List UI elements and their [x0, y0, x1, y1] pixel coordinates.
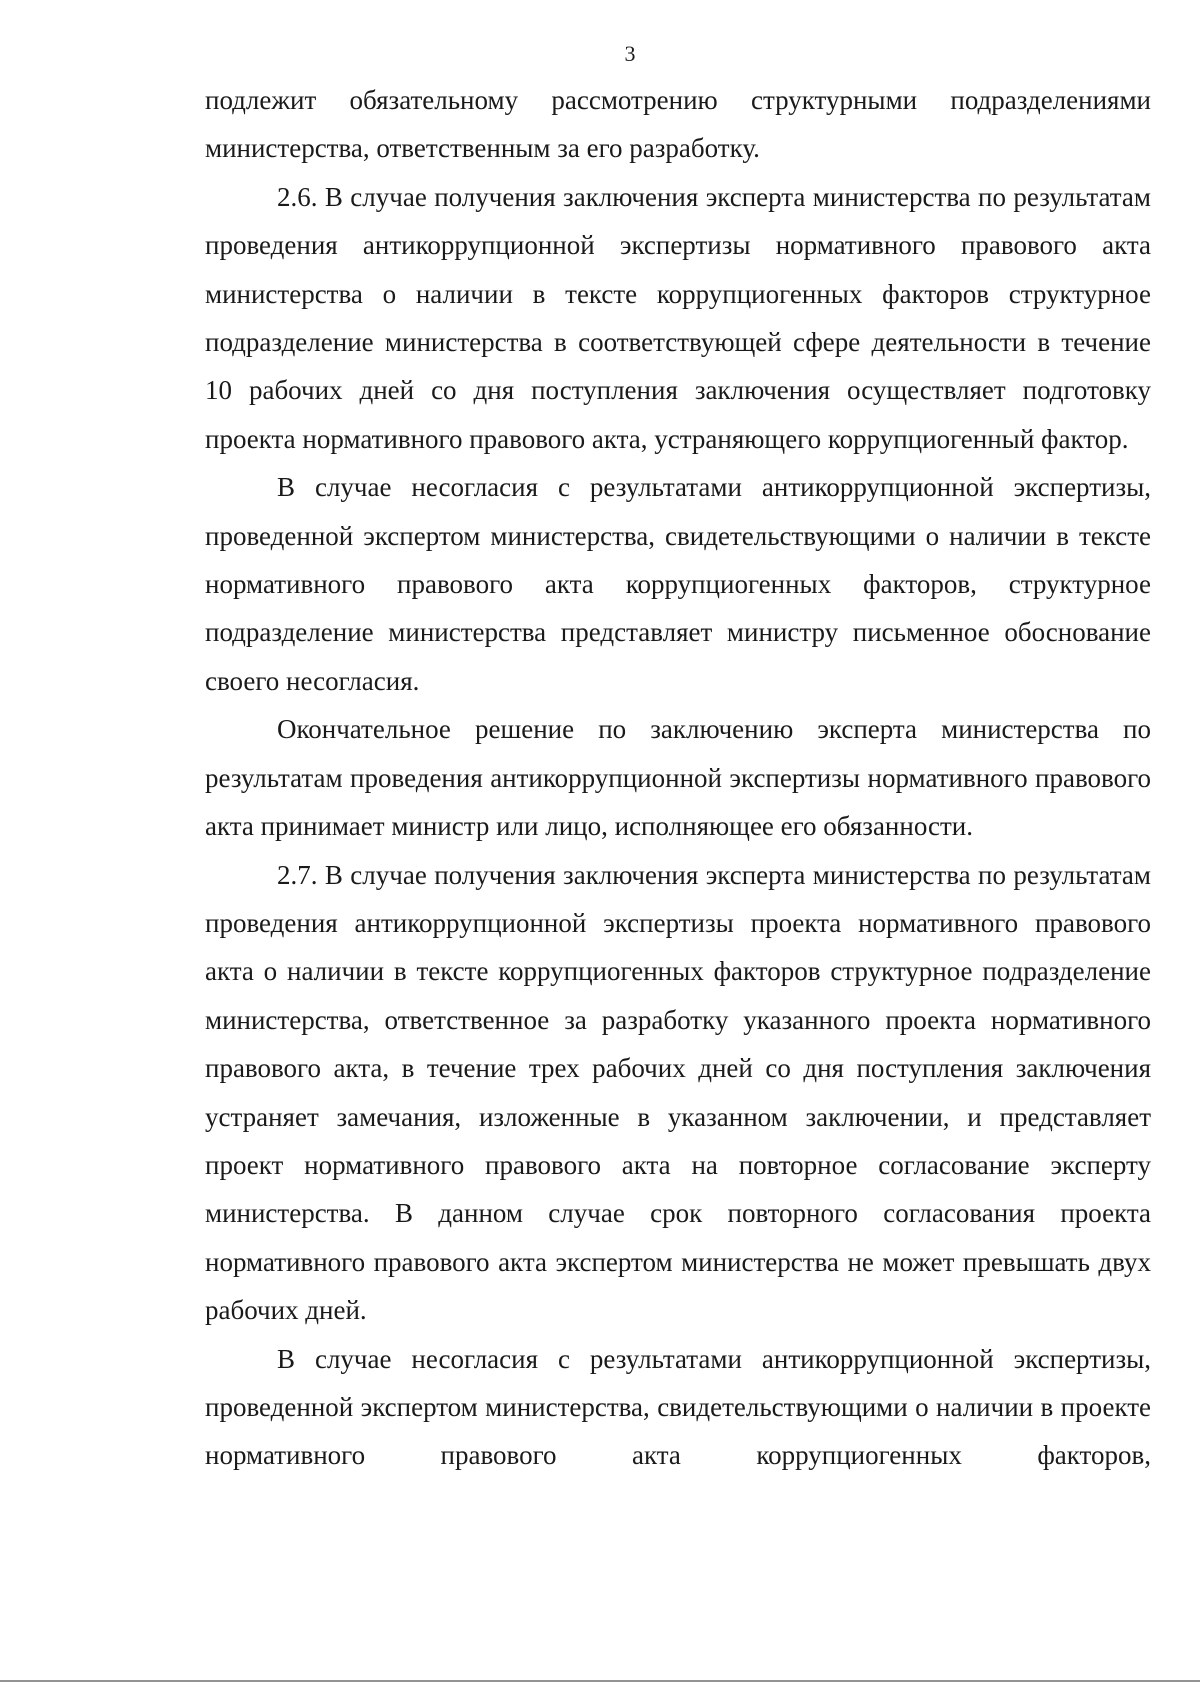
scan-edge-line	[0, 1680, 1200, 1682]
page-number: 3	[624, 41, 636, 66]
paragraph-disagreement-draft: В случае несогласия с результатами антикоррупционной экспертизы, проведенной экспертом министерства, свидетельствующими о наличии в проекте нормативного правового акта коррупциогенных факторов,	[205, 1343, 1151, 1471]
paragraph-continuation: подлежит обязательному рассмотрению структурными подразделениями министерства, ответственным за его разработку.	[205, 85, 1151, 164]
document-body	[205, 76, 1151, 1480]
paragraph-2-6: 2.6. В случае получения заключения эксперта министерства по результатам проведения антикоррупционной экспертизы нормативного правового акта министерства о наличии в тексте коррупциогенных факторов структурное подразделение министерства в соответствующей сфере деятельности в течение 10 рабочих дней со дня поступления заключения осуществляет подготовку проекта нормативного правового акта, устраняющего коррупциогенный фактор.	[205, 181, 1151, 454]
paragraph-final-decision: Окончательное решение по заключению эксперта министерства по результатам проведения антикоррупционной экспертизы нормативного правового акта принимает министр или лицо, исполняющее его обязанности.	[205, 714, 1151, 842]
paragraph-disagreement-act: В случае несогласия с результатами антикоррупционной экспертизы, проведенной экспертом министерства, свидетельствующими о наличии в тексте нормативного правового акта коррупциогенных факторов, структурное подразделение министерства представляет министру письменное обоснование своего несогласия.	[205, 472, 1151, 696]
paragraph-2-7: 2.7. В случае получения заключения эксперта министерства по результатам проведения антикоррупционной экспертизы проекта нормативного правового акта о наличии в тексте коррупциогенных факторов структурное подразделение министерства, ответственное за разработку указанного проекта нормативного правового акта, в течение трех рабочих дней со дня поступления заключения устраняет замечания, изложенные в указанном заключении, и представляет проект нормативного правового акта на повторное согласование эксперту министерства. В данном случае срок повторного согласования проекта нормативного правового акта экспертом министерства не может превышать двух рабочих дней.	[205, 859, 1151, 1326]
